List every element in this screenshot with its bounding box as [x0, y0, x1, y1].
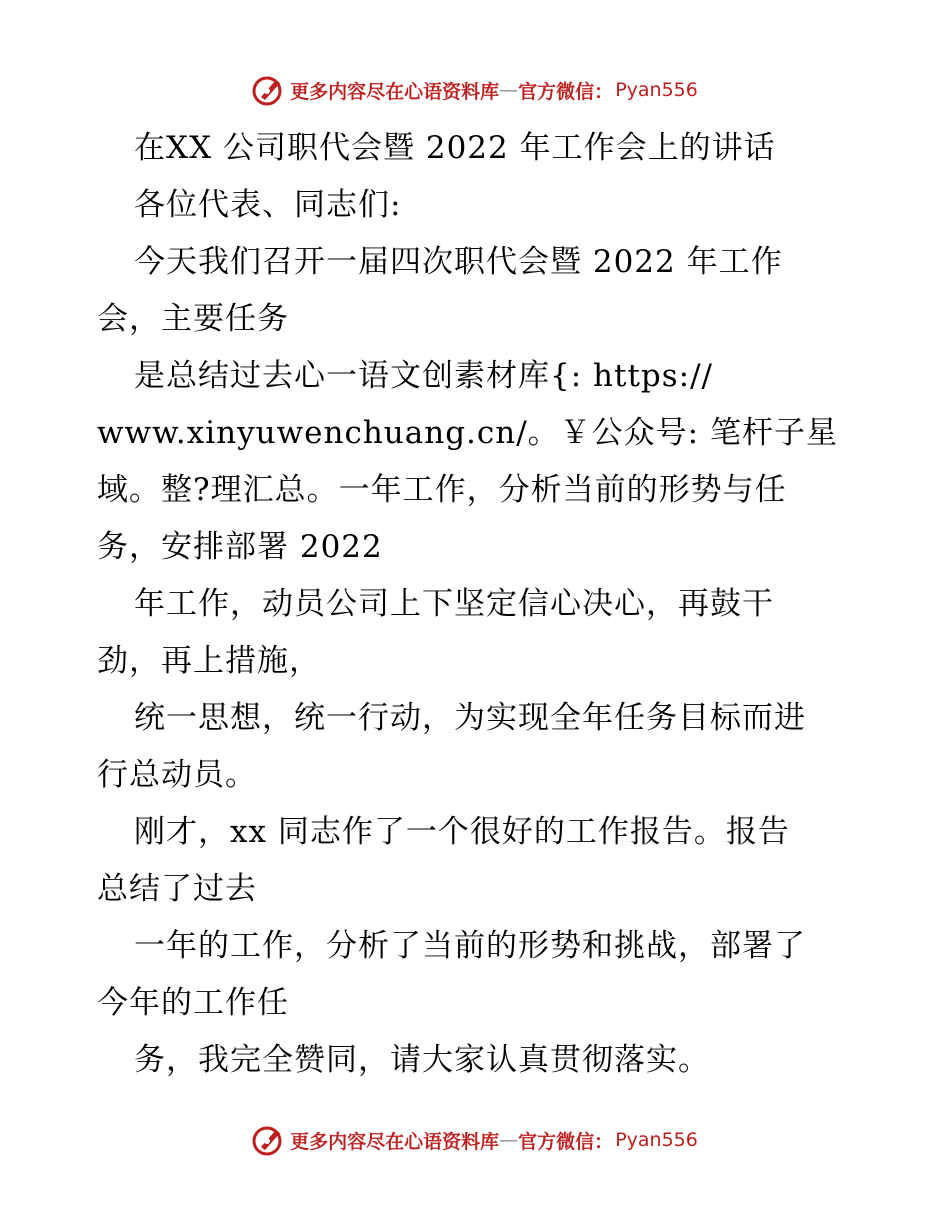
- text-line: 一年的工作，分析了当前的形势和挑战，部署了: [134, 928, 806, 964]
- text-line: 域。整?理汇总。一年工作，分析当前的形势与任: [97, 472, 787, 508]
- text-line: 今年的工作任: [97, 985, 289, 1021]
- text-line: 年工作，动员公司上下坚定信心决心，再鼓干: [134, 586, 774, 622]
- banner-separator: —: [499, 1129, 519, 1151]
- text-line: 会，主要任务: [97, 301, 289, 337]
- text-line: www.xinyuwenchuang.cn/。￥公众号: 笔杆子星: [97, 415, 838, 451]
- document-body: [97, 120, 857, 1089]
- text-line: 务，安排部署 2022: [97, 529, 383, 565]
- text-line: 行总动员。: [97, 757, 257, 793]
- salutation: 各位代表、同志们:: [134, 187, 402, 223]
- text-line: 劲，再上措施，: [97, 643, 321, 679]
- footer-banner: [0, 1120, 950, 1160]
- text-line: 总结了过去: [97, 871, 257, 907]
- pen-nib-circle-icon: [252, 1123, 286, 1157]
- text-line: 统一思想，统一行动，为实现全年任务目标而进: [134, 700, 806, 736]
- banner-wechat-id: Pyan556: [615, 1129, 698, 1151]
- banner-text: 更多内容尽在心语资料库: [290, 80, 500, 103]
- header-banner: [0, 70, 950, 110]
- banner-separator: —: [499, 79, 519, 101]
- text-line: 今天我们召开一届四次职代会暨 2022 年工作: [134, 244, 783, 280]
- text-line: 是总结过去心一语文创素材库{: https://: [134, 358, 713, 394]
- text-line: 务，我完全赞同，请大家认真贯彻落实。: [134, 1042, 710, 1078]
- document-title: 在XX 公司职代会暨 2022 年工作会上的讲话: [134, 130, 776, 166]
- pen-nib-circle-icon: [252, 73, 286, 107]
- banner-text: 更多内容尽在心语资料库: [290, 1130, 500, 1153]
- banner-label: 官方微信：: [518, 1130, 614, 1153]
- banner-wechat-id: Pyan556: [615, 79, 698, 101]
- text-line: 刚才，xx 同志作了一个很好的工作报告。报告: [134, 814, 790, 850]
- banner-label: 官方微信：: [518, 80, 614, 103]
